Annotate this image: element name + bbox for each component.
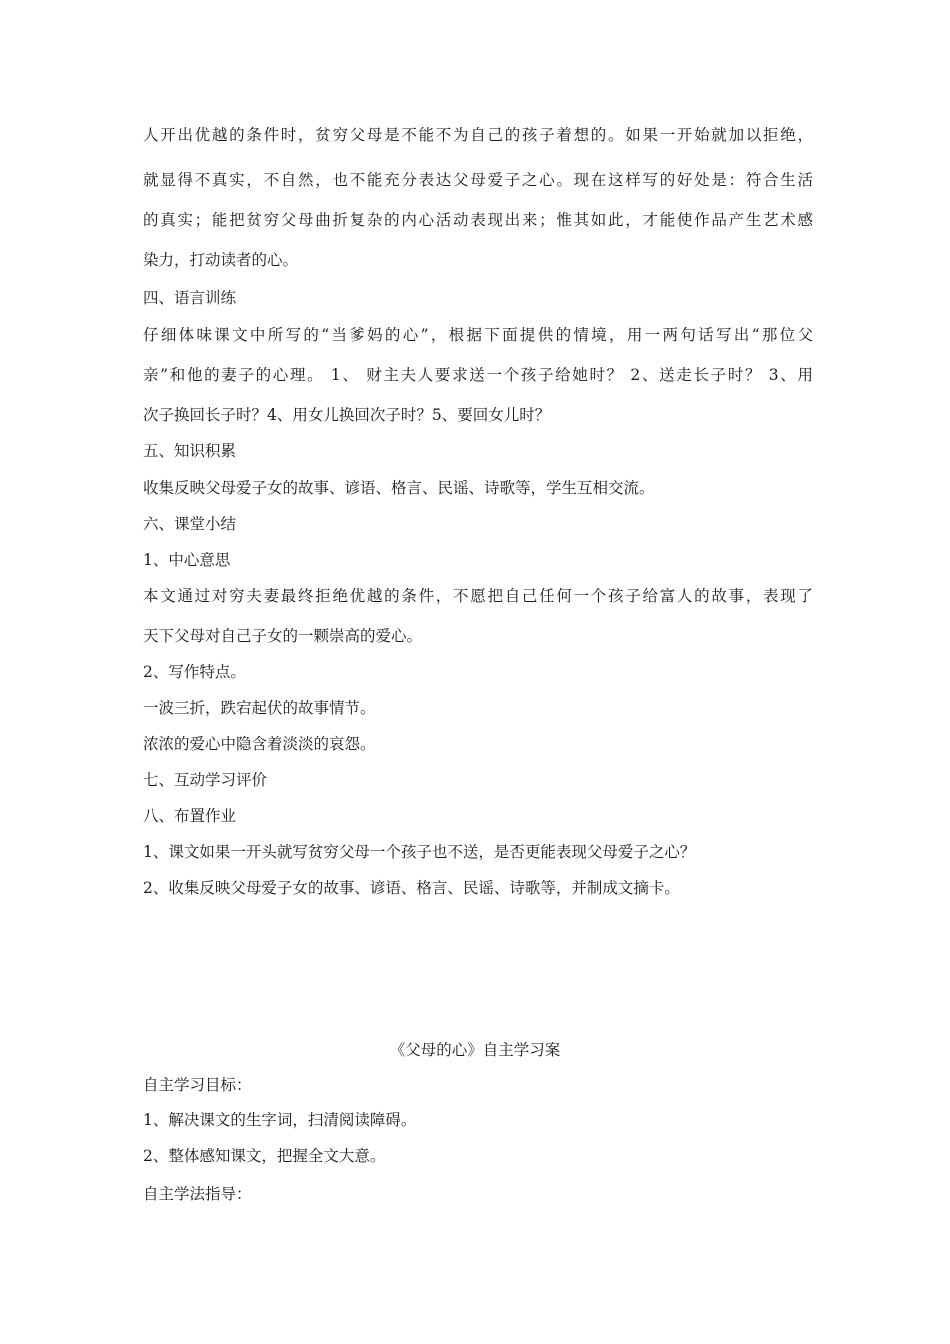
paragraph-line: 染力，打动读者的心。 — [143, 251, 299, 269]
section-heading: 七、互动学习评价 — [143, 771, 268, 789]
section-heading: 八、布置作业 — [143, 807, 237, 825]
document-title: 《父母的心》自主学习案 — [389, 1041, 561, 1059]
paragraph-line: 人开出优越的条件时，贫穷父母是不能不为自己的孩子着想的。如果一开始就加以拒绝， — [143, 126, 813, 144]
homework-item: 2、收集反映父母爱子女的故事、谚语、格言、民谣、诗歌等，并制成文摘卡。 — [143, 879, 680, 897]
paragraph-line: 天下父母对自己子女的一颗崇高的爱心。 — [143, 627, 423, 645]
paragraph-line: 一波三折，跌宕起伏的故事情节。 — [143, 699, 376, 717]
paragraph-line: 浓浓的爱心中隐含着淡淡的哀怨。 — [143, 735, 376, 753]
homework-item: 1、课文如果一开头就写贫穷父母一个孩子也不送，是否更能表现父母爱子之心？ — [143, 843, 696, 861]
subheading: 2、写作特点。 — [143, 663, 246, 681]
section-heading: 六、课堂小结 — [143, 515, 237, 533]
goal-item: 1、解决课文的生字词，扫清阅读障碍。 — [143, 1111, 417, 1129]
paragraph-line: 的真实；能把贫穷父母曲折复杂的内心活动表现出来；惟其如此，才能使作品产生艺术感 — [143, 211, 813, 229]
section-heading: 四、语言训练 — [143, 289, 237, 307]
paragraph-line: 本文通过对穷夫妻最终拒绝优越的条件，不愿把自己任何一个孩子给富人的故事，表现了 — [143, 587, 813, 605]
paragraph-line: 仔细体味课文中所写的“当爹妈的心”，根据下面提供的情境，用一两句话写出“那位父 — [143, 326, 813, 344]
section-heading: 五、知识积累 — [143, 442, 237, 460]
paragraph-line: 次子换回长子时？4、用女儿换回次子时？5、要回女儿时？ — [143, 406, 551, 424]
subheading: 1、中心意思 — [143, 551, 231, 569]
section-label: 自主学法指导： — [143, 1185, 252, 1203]
paragraph-line: 亲”和他的妻子的心理。 1、 财主夫人要求送一个孩子给她时？ 2、送走长子时？ 3、用 — [143, 366, 813, 384]
paragraph-line: 就显得不真实，不自然，也不能充分表达父母爱子之心。现在这样写的好处是：符合生活 — [143, 171, 813, 189]
goal-item: 2、整体感知课文，把握全文大意。 — [143, 1147, 386, 1165]
section-label: 自主学习目标： — [143, 1076, 252, 1094]
paragraph-line: 收集反映父母爱子女的故事、谚语、格言、民谣、诗歌等，学生互相交流。 — [143, 479, 655, 497]
